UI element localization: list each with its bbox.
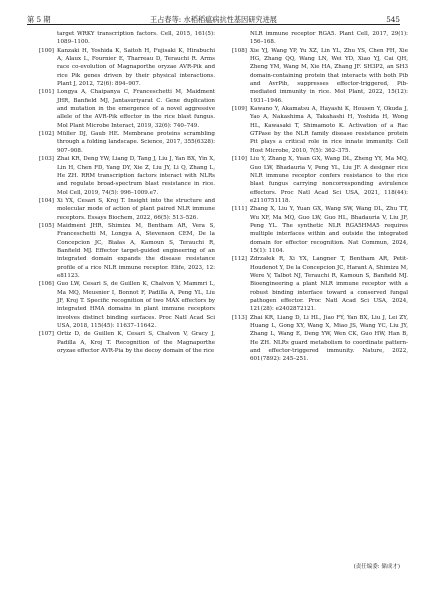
reference-text: Xie YJ, Wang YP, Yu XZ, Lin YL, Zhu YS, Chen FH, Xie HG, Zhang QQ, Wang LN, Wei YD, Xiao YJ, Cai QH, Zheng YM, Wang M, Xie HA, Zhang JF. SH3P2, an SH3 domain-containing protein that interacts with both Pib and AvrPib, suppresses effector-triggered, Pib-mediated immunity in rice. Mol Plant, 2022, 15(12): 1931–1946. xyxy=(250,47,408,104)
reference-text: Zdrzałek R, Xi YX, Langner T, Bentham AR, Petit-Houdenot Y, De la Concepcion JC, Harant A, Shimizu M, Were V, Talbot NJ, Terauchi R, Kamoun S, Banfield MJ. Bioengineering a plant NLR immune receptor with a robust binding interface toward a conserved fungal pathogen effector. Proc Natl Acad Sci USA, 2024, 121(28): e2402872121. xyxy=(250,256,408,313)
reference-text: Ortiz D, de Guillen K, Cesari S, Chalvon V, Gracy J, Padilla A, Kroj T. Recognition of the Magnaporthe oryzae effector AVR-Pia by the decoy domain of the rice xyxy=(57,331,215,355)
running-header xyxy=(27,10,400,24)
reference-text: Kawano Y, Akamatsu A, Hayashi K, Housen Y, Okuda J, Yao A, Nakashima A, Takahashi H, Yoshida H, Wong HL, Kawasaki T, Shimamoto K. Activation of a Rac GTPase by the NLR family disease resistance protein Pit plays a critical role in rice innate immunity. Cell Host Microbe, 2010, 7(5): 362–375. xyxy=(250,106,408,154)
reference-entry xyxy=(232,255,408,313)
reference-text: Liu Y, Zhang X, Yuan GX, Wang DL, Zheng YY, Ma MQ, Guo LW, Bhadauria V, Peng YL, Liu JF. A designer rice NLR immune receptor confers resistance to the rice blast fungus carrying noncorresponding avirulence effectors. Proc Natl Acad Sci USA, 2021, 118(44): e2110751118. xyxy=(250,156,408,204)
issue-number: 第 5 期 xyxy=(27,15,51,24)
reference-number: [110] xyxy=(232,156,247,163)
reference-number: [109] xyxy=(232,106,247,113)
reference-entry xyxy=(39,88,215,130)
reference-text: Longya A, Chaipanya C, Franceschetti M, Maidment JHR, Banfield MJ, Jantasuriyarat C. Gene duplication and mutation in the emergence of a novel aggressive allele of the AVR-Pik effector in the rice blast fungus. Mol Plant Microbe Interact, 2019, 32(6): 740–749. xyxy=(57,89,215,129)
page-number: 545 xyxy=(386,15,400,24)
reference-entry xyxy=(232,47,408,105)
reference-entry xyxy=(39,330,215,355)
reference-text: Maidment JHR, Shimizu M, Bentham AR, Vera S, Franceschetti M, Longya A, Stevenson CEM, De la Concepcion JC, Białas A, Kamoun S, Terauchi R, Banfield MJ. Effector target-guided engineering of an integrated domain expands the disease resistance profile of a rice NLR immune receptor. Elife, 2023, 12: e81123. xyxy=(57,222,215,279)
reference-entry xyxy=(39,155,215,197)
running-title: 王占春等: 水稻稻瘟病抗性基因研究进展 xyxy=(150,15,277,24)
right-reference-column xyxy=(232,30,408,364)
reference-number: [101] xyxy=(39,89,54,96)
reference-number: [106] xyxy=(39,281,54,288)
reference-number: [104] xyxy=(39,197,54,204)
reference-number: [107] xyxy=(39,331,54,338)
reference-entry xyxy=(39,222,215,280)
responsible-editor-note: (责任编委: 储成才) xyxy=(353,564,400,570)
reference-entry xyxy=(232,105,408,155)
reference-continuation: NLR immune receptor RGA5. Plant Cell, 2017, 29(1): 156–168. xyxy=(250,31,408,46)
left-reference-column xyxy=(39,30,215,355)
reference-entry xyxy=(232,205,408,255)
reference-entry xyxy=(39,47,215,89)
reference-text: Guo LW, Cesari S, de Guillen K, Chalvon V, Mammri L, Ma MQ, Meusnier I, Bonnot F, Padilla A, Peng YL, Liu JF, Kroj T. Specific recognition of two MAX effectors by integrated HMA domains in plant immune receptors involves distinct binding surfaces. Proc Natl Acad Sci USA, 2018, 115(45): 11637–11642. xyxy=(57,281,215,330)
reference-entry xyxy=(232,155,408,205)
reference-text: Zhai KR, Liang D, Li HL, Jiao FY, Yan BX, Liu J, Lei ZY, Huang L, Gong XY, Wang X, Miao JS, Wang YC, Liu JY, Zhang L, Wang E, Deng YW, Wen CK, Guo HW, Han B, He ZH. NLRs guard metabolism to coordinate pattern- and effector-triggered immunity. Nature, 2022, 601(7892): 245–251. xyxy=(250,314,408,363)
reference-text: Kanzaki H, Yoshida K, Saitoh H, Fujisaki K, Hirabuchi A, Alaux L, Fournier E, Tharreau D, Terauchi R. Arms race co-evolution of Magnaporthe oryzae AVR-Pik and rice Pik genes driven by their physical interactions. Plant J, 2012, 72(6): 894–907. xyxy=(57,47,215,88)
reference-number: [102] xyxy=(39,131,54,138)
reference-number: [103] xyxy=(39,156,54,163)
reference-number: [111] xyxy=(232,206,247,213)
reference-text: Zhang X, Liu Y, Yuan GX, Wang SW, Wang DL, Zhu TT, Wu XF, Ma MQ, Guo LW, Guo HL, Bhadauria V, Liu JF, Peng YL. The synthetic NLR RGA5HMA5 requires multiple interfaces within and outside the integrated domain for effector recognition. Nat Commun, 2024, 15(1): 1104. xyxy=(250,206,408,254)
reference-text: Xi YX, Cesari S, Kroj T. Insight into the structure and molecular mode of action of plant paired NLR immune receptors. Essays Biochem, 2022, 66(5): 513–526. xyxy=(57,197,215,221)
reference-number: [113] xyxy=(232,314,247,321)
reference-entry xyxy=(39,197,215,222)
reference-number: [112] xyxy=(232,256,247,263)
reference-entry xyxy=(232,314,408,364)
reference-text: Zhai KR, Deng YW, Liang D, Tang J, Liu J, Yan BX, Yin X, Lin H, Chen FD, Yang DY, Xie Z, Liu JY, Li Q, Zhang L, He ZH. RRM transcription factors interact with NLRs and regulate broad-spectrum blast resistance in rice. Mol Cell, 2019, 74(5): 996–1009.e7. xyxy=(57,156,215,196)
reference-number: [100] xyxy=(39,47,54,54)
reference-number: [108] xyxy=(232,47,247,54)
reference-number: [105] xyxy=(39,222,54,229)
reference-entry xyxy=(39,280,215,330)
reference-text: Müller DJ, Gaub HE. Membrane proteins scrambling through a folding landscape. Science, 2017, 355(6328): 907–908. xyxy=(57,131,215,154)
header-rule xyxy=(27,24,400,25)
reference-entry xyxy=(39,130,215,155)
reference-continuation: target WRKY transcription factors. Cell, 2015, 161(5): 1089–1100. xyxy=(57,31,215,46)
